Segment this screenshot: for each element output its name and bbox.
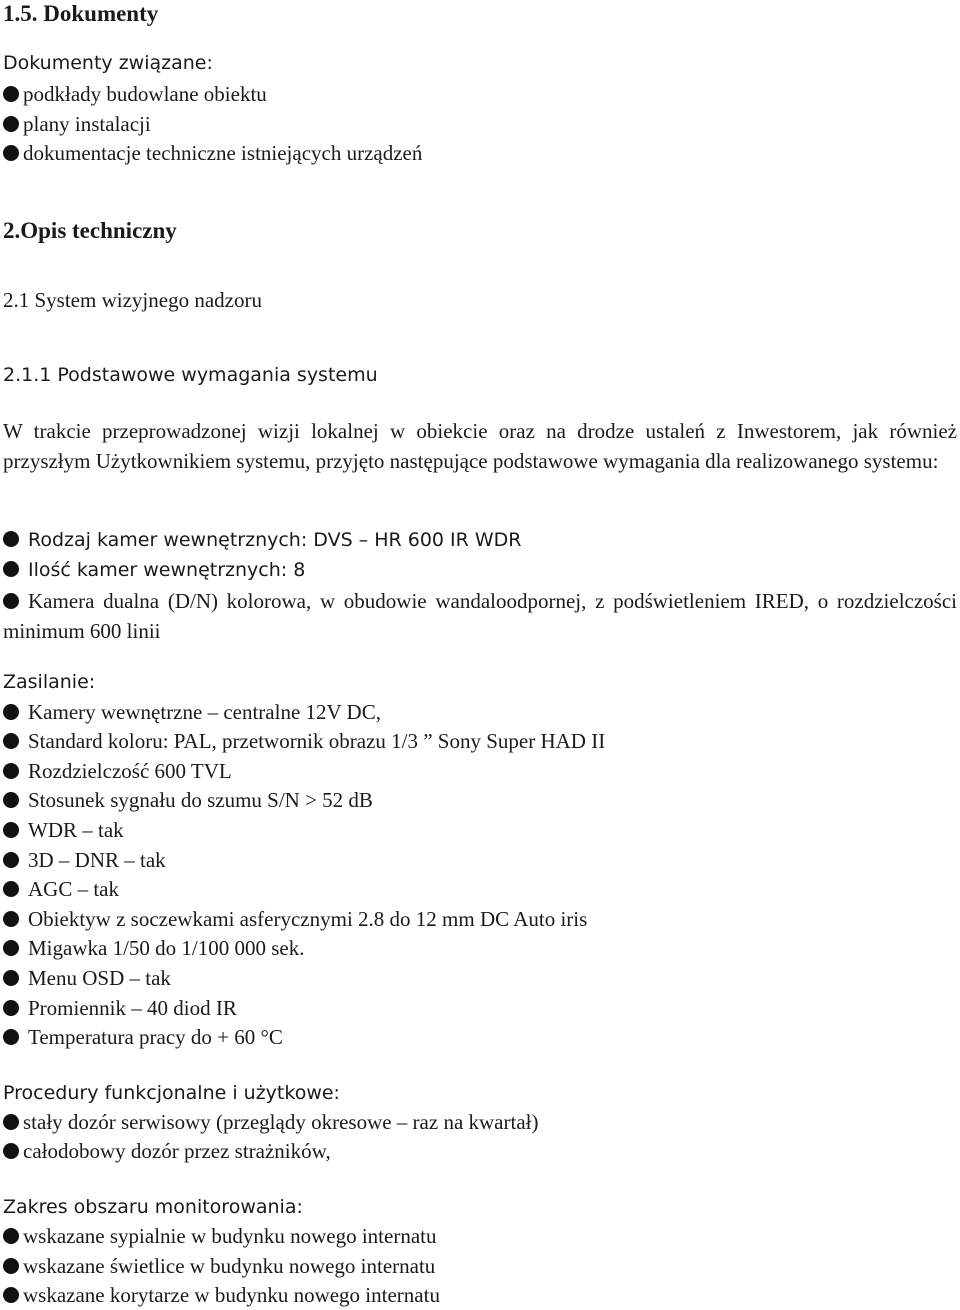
list-item [3,968,171,989]
procedury-label: Procedury funkcjonalne i użytkowe: [3,1082,340,1104]
list-item-text: Rodzaj kamer wewnętrznych: DVS – HR 600 IR WDR [28,529,522,551]
list-item [3,1256,435,1277]
subsection-title: 2.1 System wizyjnego nadzoru [3,288,262,312]
list-item-text: stały dozór serwisowy (przeglądy okresowe – raz na kwartał) [23,1110,539,1134]
list-item-text: Ilość kamer wewnętrznych: 8 [28,559,306,581]
list-item [3,84,267,105]
bullet-icon [3,792,19,808]
list-item-text: Rozdzielczość 600 TVL [28,759,232,783]
list-item-text: wskazane korytarze w budynku nowego internatu [23,1283,440,1307]
list-item-text: Kamera dualna (D/N) kolorowa, w obudowie wandaloodpornej, z podświetleniem IRED, o rozdzielczości minimum 600 linii [3,589,957,643]
zakres-label: Zakres obszaru monitorowania: [3,1196,303,1218]
bullet-icon [3,911,19,927]
list-item-text: wskazane sypialnie w budynku nowego internatu [23,1224,437,1248]
list-item-text: AGC – tak [28,877,119,901]
list-item [3,1027,283,1048]
list-item [3,909,587,930]
list-item [3,1112,538,1133]
bullet-icon [3,1143,19,1159]
bullet-icon [3,1258,19,1274]
list-item [3,531,522,550]
list-item [3,143,422,164]
list-item [3,114,151,135]
list-item [3,850,166,871]
list-item-text: podkłady budowlane obiektu [23,82,267,106]
bullet-icon [3,561,19,577]
list-item [3,998,237,1019]
list-item-text: dokumentacje techniczne istniejących urządzeń [23,141,423,165]
bullet-icon [3,852,19,868]
list-item [3,731,605,752]
list-item-text: Temperatura pracy do + 60 °C [28,1025,283,1049]
bullet-icon [3,704,19,720]
bullet-icon [3,733,19,749]
bullet-icon [3,881,19,897]
section-title: 1.5. Dokumenty [3,1,159,26]
list-item [3,586,957,646]
bullet-icon [3,763,19,779]
list-item-text: całodobowy dozór przez strażników, [23,1139,331,1163]
list-item-text: WDR – tak [28,818,124,842]
documents-intro: Dokumenty związane: [3,52,213,74]
bullet-icon [3,116,19,132]
list-item [3,561,305,580]
list-item-text: 3D – DNR – tak [28,848,166,872]
bullet-icon [3,1114,19,1130]
bullet-icon [3,940,19,956]
list-item [3,761,232,782]
bullet-icon [3,1287,19,1303]
intro-paragraph: W trakcie przeprowadzonej wizji lokalnej w obiekcie oraz na drodze ustaleń z Inwestorem, jak również przyszłym Użytkownikiem systemu, przyjęto następujące podstawowe wymagania dla realizowanego systemu: [3,419,957,473]
list-item-text: Kamery wewnętrzne – centralne 12V DC, [28,700,381,724]
subsubsection-title: 2.1.1 Podstawowe wymagania systemu [3,364,378,386]
list-item-text: Stosunek sygnału do szumu S/N > 52 dB [28,788,373,812]
list-item [3,879,119,900]
list-item-text: Promiennik – 40 diod IR [28,996,237,1020]
list-item-text: Menu OSD – tak [28,966,171,990]
section-title: 2.Opis techniczny [3,218,177,243]
bullet-icon [3,86,19,102]
bullet-icon [3,1000,19,1016]
list-item [3,790,373,811]
zasilanie-label: Zasilanie: [3,671,96,693]
bullet-icon [3,531,19,547]
bullet-icon [3,822,19,838]
bullet-icon [3,593,19,609]
list-item [3,702,381,723]
list-item [3,820,124,841]
list-item [3,1285,440,1306]
bullet-icon [3,1029,19,1045]
list-item [3,938,304,959]
bullet-icon [3,970,19,986]
bullet-icon [3,145,19,161]
list-item-text: Migawka 1/50 do 1/100 000 sek. [28,936,305,960]
list-item-text: Obiektyw z soczewkami asferycznymi 2.8 do 12 mm DC Auto iris [28,907,588,931]
list-item [3,1141,331,1162]
list-item [3,1226,436,1247]
list-item-text: wskazane świetlice w budynku nowego internatu [23,1254,436,1278]
list-item-text: plany instalacji [23,112,151,136]
bullet-icon [3,1228,19,1244]
list-item-text: Standard koloru: PAL, przetwornik obrazu 1/3 ” Sony Super HAD II [28,729,606,753]
